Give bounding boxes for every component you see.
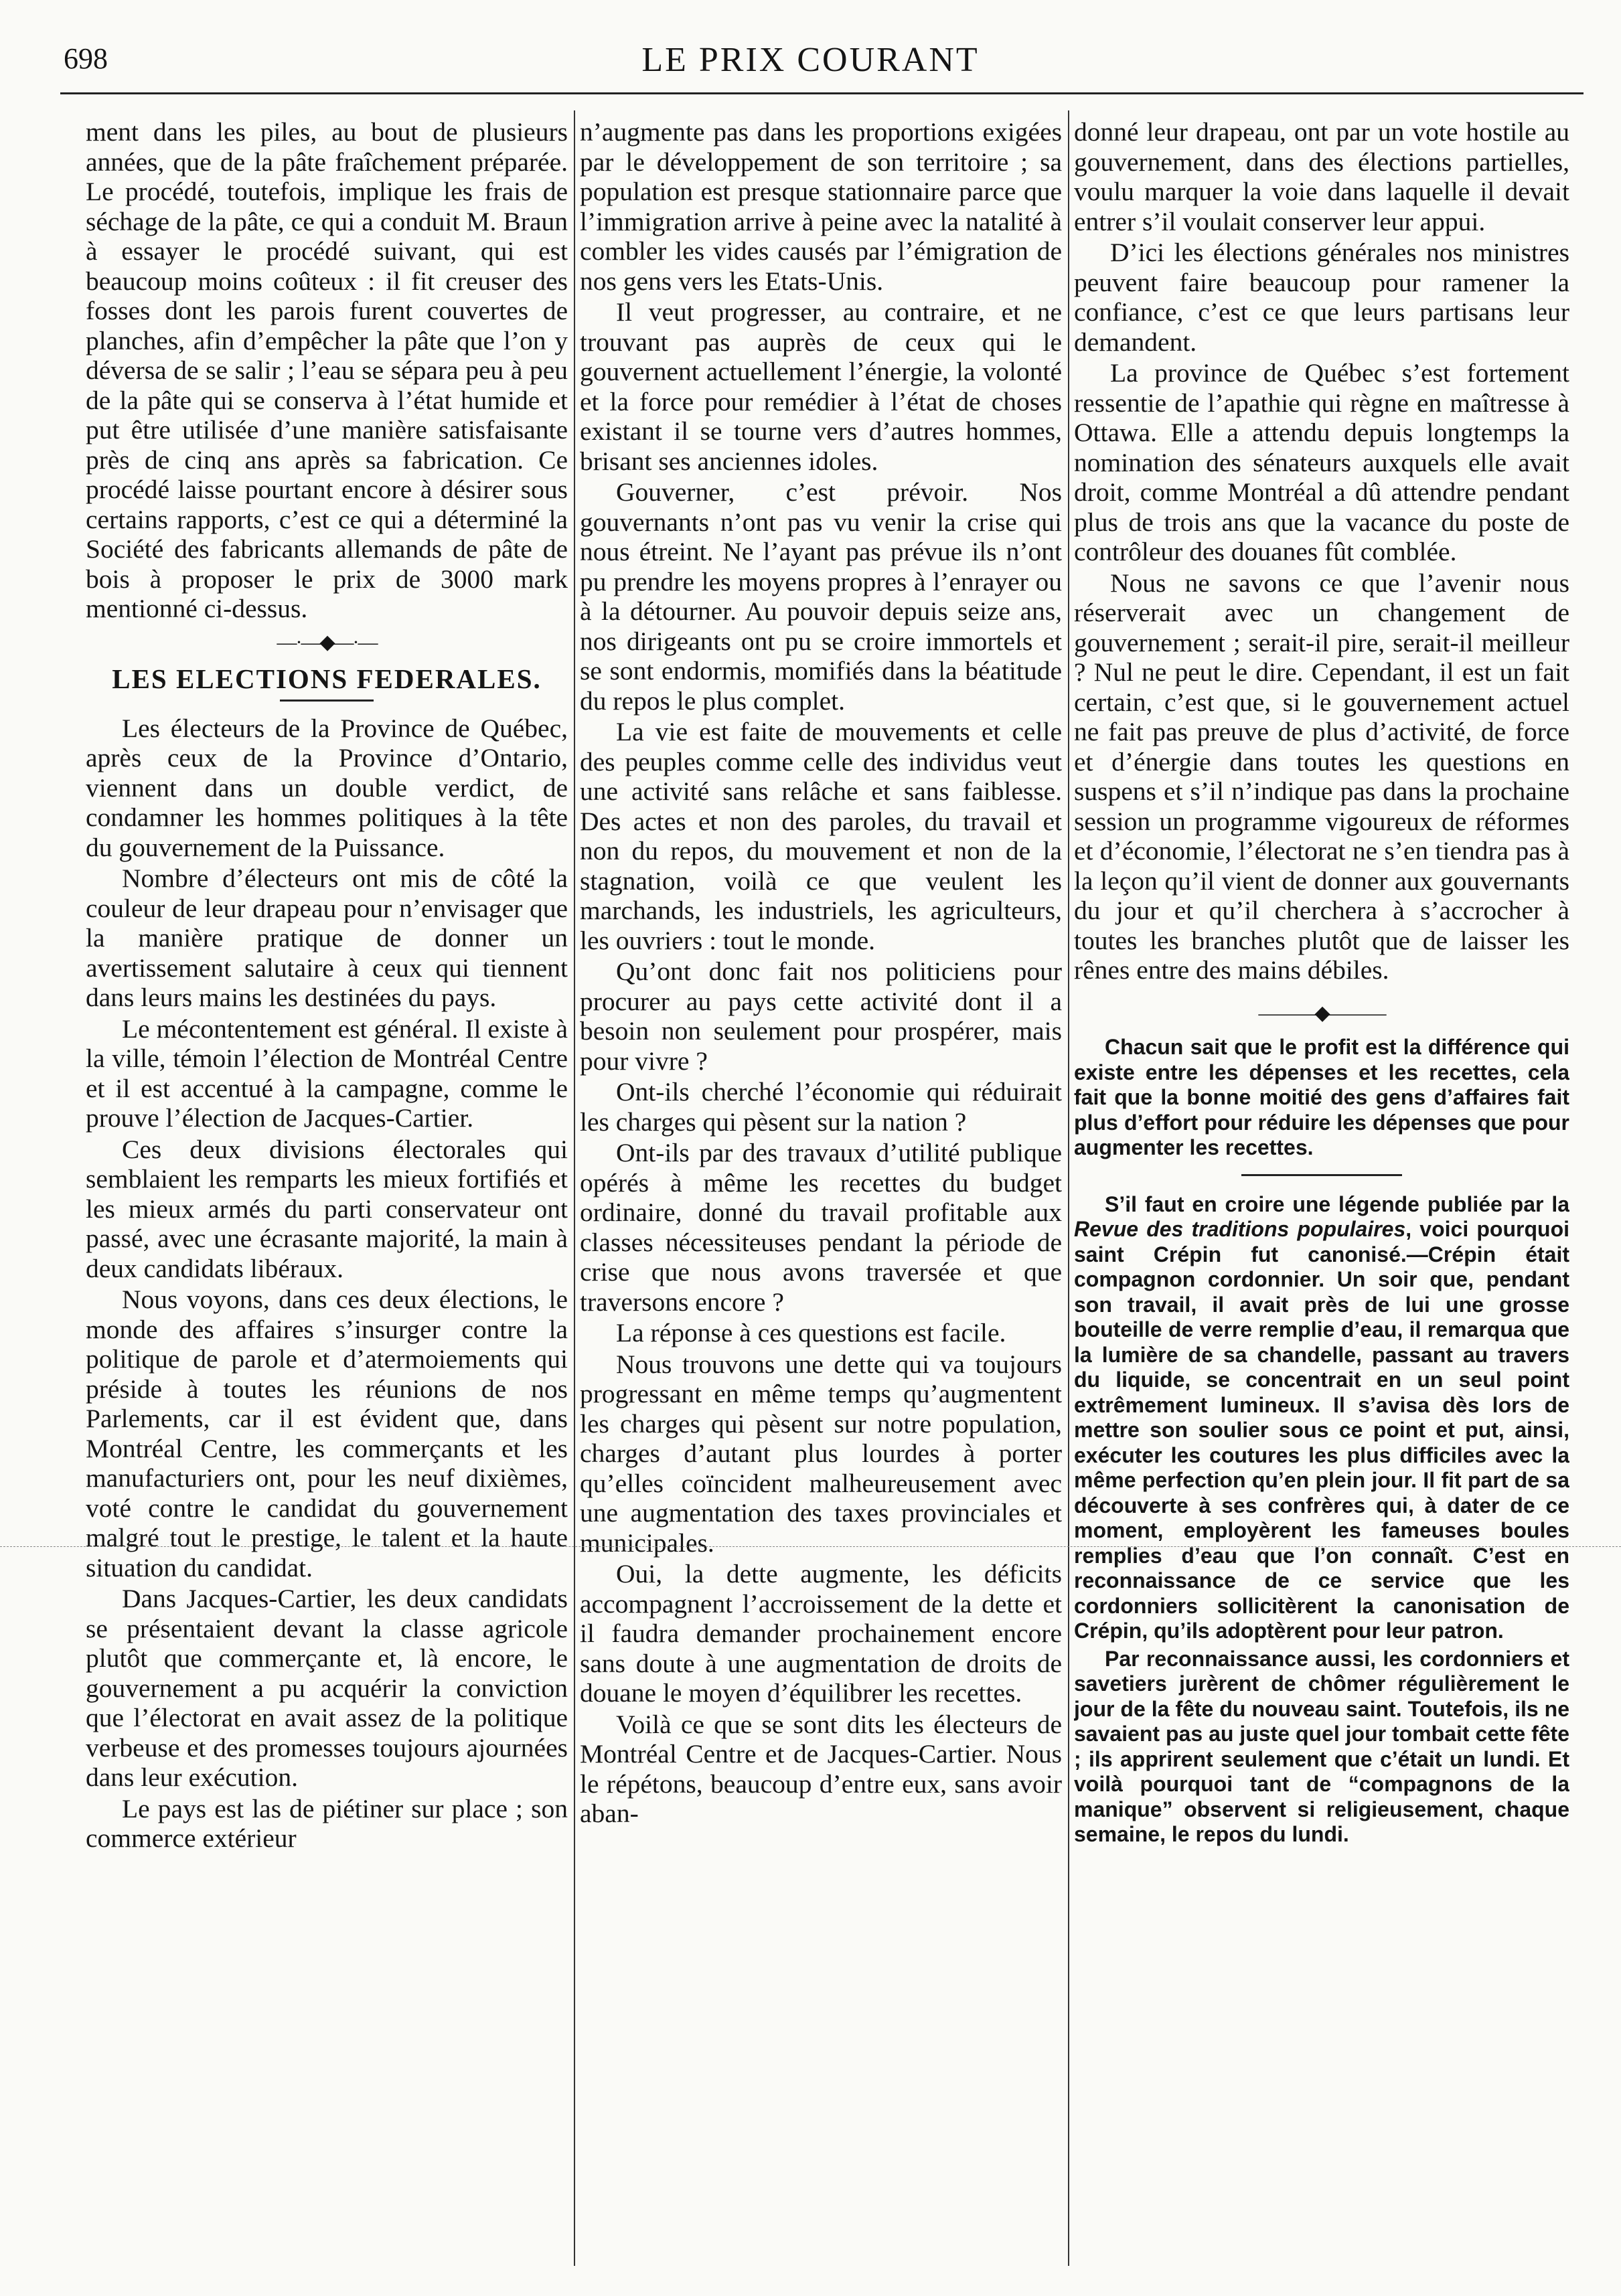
note-paragraph [1074, 1192, 1569, 1644]
paragraph: donné leur drapeau, ont par un vote hostile au gouvernement, dans des élections partielles, voulu marquer la voie dans laquelle il devait entrer s’il voulait conserver leur appui. [1074, 117, 1569, 236]
paragraph: n’augmente pas dans les proportions exigées par le développement de son territoire ; sa population est presque stationnaire parce que l’immigration arrive à peine avec la natalité à combler les vides causés par l’émigration de nos gens vers les Etats-Unis. [580, 117, 1062, 296]
column-3 [1074, 117, 1569, 2259]
paragraph: Gouverner, c’est prévoir. Nos gouvernants n’ont pas vu venir la crise qui nous étreint. Ne l’ayant pas prévue ils n’ont pu prendre les moyens propres à l’enrayer ou à la détourner. Au pouvoir depuis seize ans, nos dirigeants ont pu se croire immortels et se sont endormis, momifiés dans la béatitude du repos le plus complet. [580, 477, 1062, 716]
paragraph: Ont-ils cherché l’économie qui réduirait les charges qui pèsent sur la nation ? [580, 1077, 1062, 1137]
note-paragraph: Par reconnaissance aussi, les cordonniers et savetiers jurèrent de chômer régulièrement le jour de la fête du nouveau saint. Toutefois, ils ne savaient pas au juste quel jour tombait cette fête ; ils apprirent seulement que c’était un lundi. Et voilà pourquoi tant de “compagnons de la manique” observent si religieusement, chaque semaine, le repos du lundi. [1074, 1646, 1569, 1846]
column-divider-2 [1068, 110, 1069, 2266]
page-number: 698 [64, 42, 108, 75]
paragraph: Le pays est las de piétiner sur place ; son commerce extérieur [86, 1793, 568, 1853]
ornament-divider: ———◆——— [1258, 1001, 1385, 1024]
paragraph: Nous voyons, dans ces deux élections, le monde des affaires s’insurger contre la politique de parole et d’atermoiements qui préside à toutes les réunions de nos Parlements, car il est évident que, dans Montréal Centre, les commerçants et les manufacturiers ont, pour les neuf dixièmes, voté contre le candidat du gouvernement malgré tout le prestige, le talent et la haute situation du candidat. [86, 1285, 568, 1582]
notes-block [1074, 1035, 1569, 1848]
paragraph: Voilà ce que se sont dits les électeurs de Montréal Centre et de Jacques-Cartier. Nous le répétons, beaucoup d’entre eux, sans avoir aban- [580, 1709, 1062, 1828]
paragraph: Qu’ont donc fait nos politiciens pour procurer au pays cette activité dont il a besoin non seulement pour prospérer, mais pour vivre ? [580, 957, 1062, 1076]
heading-rule [280, 700, 374, 702]
column-2 [580, 117, 1062, 2259]
column-divider-1 [574, 110, 575, 2266]
paragraph: La réponse à ces questions est facile. [616, 1318, 1006, 1347]
paragraph: Il veut progresser, au contraire, et ne trouvant pas auprès de ceux qui le gouvernent actuellement l’énergie, la volonté et la force pour remédier à l’état de choses existant il se tourne vers d’autres hommes, brisant ses anciennes idoles. [580, 297, 1062, 476]
article-heading: LES ELECTIONS FEDERALES. [112, 663, 542, 694]
paragraph: ment dans les piles, au bout de plusieurs années, que de la pâte fraîchement préparée. Le procédé, toutefois, implique les frais de séchage de la pâte, ce qui a conduit M. Braun à essayer le procédé suivant, qui est beaucoup moins coûteux : il fit creuser des fosses dont les parois furent couvertes de planches, afin d’empêcher la pâte que l’on y déversa de se salir ; l’eau se sépara peu à peu de la pâte qui se conserva à l’état humide et put être utilisée d’une manière satisfaisante près de cinq ans après sa fabrication. Ce procédé laisse pourtant encore à désirer sous certains rapports, c’est ce qui a déterminé la Société des fabricants allemands de pâte de bois à proposer le prix de 3000 mark mentionné ci-dessus. [86, 117, 568, 623]
ornament-divider: —·—◆—·— [277, 631, 377, 653]
note-paragraph: Chacun sait que le profit est la différence qui existe entre les dépenses et les recettes, cela fait que la bonne moitié des gens d’affaires fait plus d’effort pour réduire les dépenses que pour augmenter les recettes. [1074, 1035, 1569, 1159]
paragraph: La province de Québec s’est fortement ressentie de l’apathie qui règne en maîtresse à Ottawa. Elle a attendu depuis longtemps la nomination des sénateurs auxquels elle avait droit, comme Montréal a dû attendre pendant plus de trois ans que la vacance du poste de contrôleur des douanes fût comblée. [1074, 358, 1569, 566]
publication-title: Revue des traditions populaires [1074, 1217, 1406, 1241]
page-header [0, 0, 1621, 107]
note-separator [1241, 1174, 1402, 1176]
page-fold-line [0, 1546, 1621, 1547]
paragraph: Nous ne savons ce que l’avenir nous réserverait avec un changement de gouvernement ; serait-il pire, serait-il meilleur ? Nul ne peut le dire. Cependant, il est un fait certain, c’est que, si le gouvernement actuel ne fait pas preuve de plus d’activité, de force et d’énergie dans toutes les questions en suspens et s’il n’indique pas dans la prochaine session un programme vigoureux de réformes et d’économie, l’électorat ne s’en tiendra pas à la leçon qu’il vient de donner aux gouvernants du jour et qu’il cherchera à s’accrocher à toutes les branches plutôt que de laisser les rênes entre des mains débiles. [1074, 568, 1569, 985]
note-text: , voici pourquoi saint Crépin fut canonisé.—Crépin était compagnon cordonnier. Un soir que, pendant son travail, il avait près de lui une grosse bouteille de verre remplie d’eau, il remarqua que la lumière de sa chandelle, passant au travers du liquide, se concentrait en un seul point extrêmement lumineux. Il s’avisa dès lors de mettre son soulier sous ce point et put, ainsi, exécuter les coutures les plus difficiles avec la même perfection qu’en plein jour. Il fit part de sa découverte à ses confrères qui, à dater de ce moment, employèrent les fameuses boules remplies d’eau que l’on connaît. C’est en reconnaissance de ce service que les cordonniers sollicitèrent la canonisation de Crépin, qu’ils adoptèrent pour leur patron. [1074, 1217, 1569, 1643]
paragraph: La vie est faite de mouvements et celle des peuples comme celle des individus veut une activité sans relâche et sans faiblesse. Des actes et non des paroles, du travail et non du repos, du mouvement et non de la stagnation, voilà ce que veulent les marchands, les industriels, les agriculteurs, les ouvriers : tout le monde. [580, 717, 1062, 955]
paragraph: Oui, la dette augmente, les déficits accompagnent l’accroissement de la dette et il faudra demander prochainement encore sans doute à une augmentation de droits de douane le moyen d’équilibrer les recettes. [580, 1559, 1062, 1708]
paragraph: Les électeurs de la Province de Québec, après ceux de la Province d’Ontario, viennent dans un double verdict, de condamner les hommes politiques à la tête du gouvernement de la Puissance. [86, 713, 568, 862]
header-rule [60, 92, 1584, 94]
paragraph: Nombre d’électeurs ont mis de côté la couleur de leur drapeau pour n’envisager que la manière pratique de donner un avertissement salutaire à ceux qui tiennent dans leurs mains les destinées du pays. [86, 864, 568, 1012]
paragraph: D’ici les élections générales nos ministres peuvent faire beaucoup pour ramener la confiance, c’est ce que leurs partisans leur demandent. [1074, 238, 1569, 357]
column-1 [86, 117, 568, 2259]
page-title: LE PRIX COURANT [641, 41, 980, 79]
paragraph: Ces deux divisions électorales qui semblaient les remparts les mieux fortifiés et les mieux armés du parti conservateur ont passé, avec une écrasante majorité, la main à deux candidats libéraux. [86, 1134, 568, 1283]
paragraph: Nous trouvons une dette qui va toujours progressant en même temps qu’augmentent les charges qui pèsent sur notre population, charges d’autant plus lourdes à porter qu’elles coïncident malheureusement avec une augmentation des taxes provinciales et municipales. [580, 1349, 1062, 1558]
note-text: S’il faut en croire une légende publiée par la [1105, 1192, 1569, 1216]
paragraph: Dans Jacques-Cartier, les deux candidats se présentaient devant la classe agricole plutôt que commerçante et, là encore, le gouvernement a pu acquérir la conviction que l’électorat en avait assez de la politique verbeuse et des promesses toujours ajournées dans leur exécution. [86, 1584, 568, 1792]
paragraph: Le mécontentement est général. Il existe à la ville, témoin l’élection de Montréal Centre et il est accentué à la campagne, comme le prouve l’élection de Jacques-Cartier. [86, 1013, 568, 1133]
paragraph: Ont-ils par des travaux d’utilité publique opérés à même les recettes du budget ordinaire, donné du travail profitable aux classes nécessiteuses pendant la période de crise que nous avons traversée et que traversons encore ? [580, 1138, 1062, 1317]
